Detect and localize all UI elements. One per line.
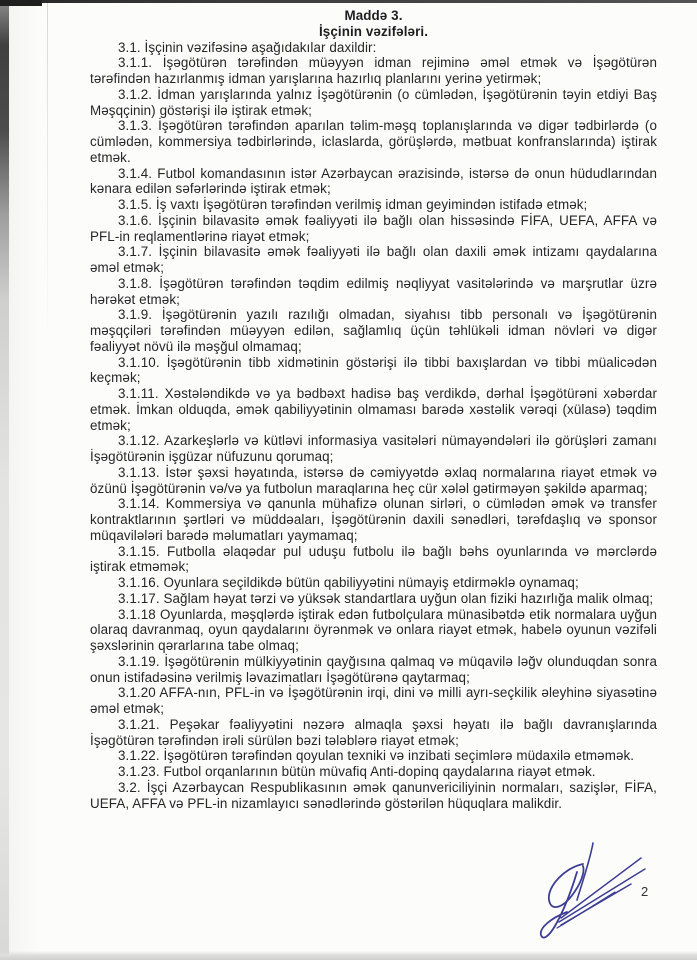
- clause-3-1-22: 3.1.22. İşəgötürən tərəfindən qoyulan texniki və inzibati seçimlərə müdaxilə etməmək.: [118, 748, 635, 764]
- clause-3-1-13: 3.1.13. İstər şəxsi həyatında, istərsə də cəmiyyətdə əxlaq normalarına riayət etmək və özünü İşəgötürənin və/və ya futbolun maraqlarına heç cür xələl gətirməyən şəkildə aparmaq;: [90, 464, 657, 496]
- clause-3-1-2: 3.1.2. İdman yarışlarında yalnız İşəgötürənin (o cümlədən, İşəgötürənin təyin etdiyi Baş Məşqçinin) göstərişi ilə iştirak etmək;: [90, 86, 657, 118]
- scan-crease-left: [47, 0, 48, 340]
- clause-3-1-6: 3.1.6. İşçinin bilavasitə əmək fəaliyyəti ilə bağlı olan hissəsində FİFA, UEFA, AFFA və PFL-in reqlamentlərinə riayət etmək;: [90, 212, 657, 244]
- clause-3-1-19: 3.1.19. İşəgötürənin mülkiyyətinin qayğısına qalmaq və müqavilə ləğv olunduqdan sonra onun istifadəsinə verilmiş ləvazimatları İşəgötürənə qaytarmaq;: [90, 653, 657, 685]
- clause-3-1-12: 3.1.12. Azarkeşlərlə və kütləvi informasiya vasitələri nümayəndələri ilə görüşləri zamanı İşəgötürənin işgüzar nüfuzunu qorumaq;: [90, 433, 657, 464]
- article-title: Maddə 3.: [344, 8, 403, 23]
- clause-3-1-11: 3.1.11. Xəstələndikdə və ya bədbəxt hadisə baş verdikdə, dərhal İşəgötürəni xəbərdar etmək. İmkan olduqda, əmək qabiliyyətinin olmaması barədə xəstəlik vərəqi (xülasə) təqdim etmək;: [90, 386, 657, 433]
- article-subtitle: İşçinin vəzifələri.: [318, 23, 429, 39]
- scan-edge-top: [0, 0, 697, 3]
- document-body: [90, 8, 657, 811]
- scan-corner-top-left: [0, 0, 42, 6]
- clause-3-1-23: 3.1.23. Futbol orqanlarının bütün müvafiq Anti-dopinq qaydalarına riayət etmək.: [118, 764, 596, 779]
- clause-3-1-18: 3.1.18 Oyunlarda, məşqlərdə iştirak edən futbolçulara münasibətdə etik normalara uyğun olaraq davranmaq, oyun qaydalarını öyrənmək və onlara riayət etmək, habelə oyunun vəzifəli şəxslərinin qərarlarına tabe olmaq;: [90, 606, 657, 653]
- clause-3-1-15: 3.1.15. Futbolla əlaqədar pul uduşu futbolu ilə bağlı bəhs oyunlarında və mərclərdə iştirak etməmək;: [90, 543, 657, 575]
- clause-3-1-8: 3.1.8. İşəgötürən tərəfindən təqdim edilmiş nəqliyyat vasitələrində və marşrutlar üzrə hərəkət etmək;: [90, 275, 657, 307]
- clause-3-1-1: 3.1.1. İşəgötürən tərəfindən müəyyən idman rejiminə əməl etmək və İşəgötürən tərəfindən hazırlanmış idman yarışlarına hazırlıq planlarını yerinə yetirmək;: [90, 55, 657, 86]
- clause-3-1-16: 3.1.16. Oyunlara seçildikdə bütün qabiliyyətini nümayiş etdirməklə oynamaq;: [118, 575, 579, 590]
- clause-3-1: 3.1. İşçinin vəzifəsinə aşağıdakılar daxildir:: [118, 39, 377, 55]
- clause-3-2: 3.2. İşçi Azərbaycan Respublikasının əmək qanunvericiliyinin normaları, sazişlər, FİFA, UEFA, AFFA və PFL-in nizamlayıcı sənədlərində göstərilən hüquqlara malikdir.: [90, 779, 657, 811]
- signature-icon: [527, 842, 659, 948]
- scan-edge-left: [0, 0, 9, 960]
- clause-3-1-5: 3.1.5. İş vaxtı İşəgötürən tərəfindən verilmiş idman geyimindən istifadə etmək;: [118, 197, 588, 212]
- clause-3-1-7: 3.1.7. İşçinin bilavasitə əmək fəaliyyəti ilə bağlı olan daxili əmək intizamı qaydalarına əməl etmək;: [90, 244, 657, 275]
- page-number: 2: [641, 884, 649, 899]
- clause-3-1-14: 3.1.14. Kommersiya və qanunla mühafizə olunan sirləri, o cümlədən əmək və transfer kontraktlarının şərtləri və müddəaları, İşəgötürənin daxili sənədləri, tərəfdaşlıq və sponsor müqavilələri barədə məlumatları yaymamaq;: [90, 496, 657, 543]
- clause-3-1-3: 3.1.3. İşəgötürən tərəfindən aparılan təlim-məşq toplanışlarında və digər tədbirlərdə (o cümlədən, kommersiya tədbirlərində, iclaslarda, görüşlərdə, mətbuat konfranslarında) iştirak etmək.: [90, 118, 657, 165]
- clause-3-1-9: 3.1.9. İşəgötürənin yazılı razılığı olmadan, siyahısı tibb personalı və İşəgötürənin məşqçiləri tərəfindən müəyyən edilən, sağlamlıq üçün təhlükəli idman növləri və digər fəaliyyət növü ilə məşğul olmamaq;: [90, 307, 657, 354]
- scan-edge-bottom: [0, 951, 697, 960]
- clause-3-1-17: 3.1.17. Sağlam həyat tərzi və yüksək standartlara uyğun olan fiziki hazırlığa malik olmaq;: [118, 590, 654, 606]
- clause-3-1-4: 3.1.4. Futbol komandasının istər Azərbaycan ərazisində, istərsə də onun hüdudlarından kənara edilən səfərlərində iştirak etmək;: [90, 165, 657, 197]
- clause-3-1-21: 3.1.21. Peşəkar fəaliyyətini nəzərə almaqla şəxsi həyatı ilə bağlı davranışlarında İşəgötürən tərəfindən irəli sürülən bəzi tələblərə riayət etmək;: [90, 716, 657, 748]
- clause-3-1-20: 3.1.20 AFFA-nın, PFL-in və İşəgötürənin irqi, dini və milli ayrı-seçkilik əleyhinə siyasətinə əməl etmək;: [90, 685, 657, 716]
- scan-band-left: [9, 0, 37, 960]
- clause-3-1-10: 3.1.10. İşəgötürənin tibb xidmətinin göstərişi ilə tibbi baxışlardan və tibbi müalicədən keçmək;: [90, 354, 657, 386]
